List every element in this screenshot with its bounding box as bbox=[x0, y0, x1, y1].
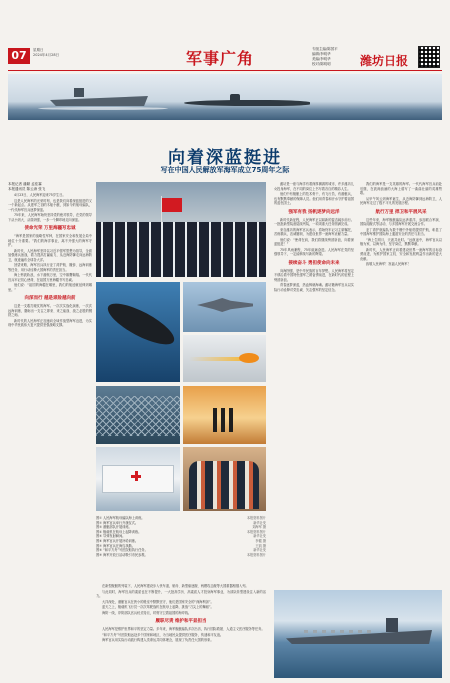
article-paragraph: 新时代，人民海军坚持以习近平强军思想为指导，全面加强练兵备战，着力提高打赢能力，从近海防御走向远海防卫，航迹遍布全球各大洋。 bbox=[8, 248, 92, 262]
section-subhead: 航行万里 捍卫和平展风采 bbox=[375, 209, 427, 215]
photo-fighter-jet bbox=[183, 282, 266, 332]
article-paragraph: 致敬人民海军！祝福人民海军！ bbox=[366, 262, 411, 266]
article-paragraph: 在新型舰艇的列装下，人民海军建设步入快车道，航母、新型驱逐舰、两栖攻击舰等大国重器相继入列。 bbox=[102, 584, 249, 588]
deck-aircraft bbox=[304, 630, 374, 633]
photo-hospital-ship bbox=[96, 447, 180, 511]
photo-flag-ceremony bbox=[96, 182, 266, 277]
sentry-figures bbox=[213, 408, 233, 432]
sailors-formation bbox=[96, 222, 266, 277]
caption-credit: 本报资料图片 bbox=[246, 516, 266, 520]
header-divider bbox=[8, 70, 442, 71]
visitor-group bbox=[189, 461, 259, 509]
photo-captions bbox=[96, 516, 266, 557]
section-subhead: 向深而行 越是艰险越向前 bbox=[24, 296, 76, 302]
photo-open-day bbox=[183, 447, 266, 511]
section-subhead: 使命光荣 万里海疆写忠诚 bbox=[24, 226, 76, 232]
article-paragraph: 回望来路，海军官兵执行亚丁湾护航、撤侨、远海训练等任务，用行动诠释大国海军的责任担当。 bbox=[8, 263, 92, 272]
article-paragraph: “海上生明月，天涯共此时。”远航途中，海军官兵以舰为家，以海为伴，坚守岗位，默默奉献。 bbox=[360, 237, 442, 246]
caption-text: 图④ 舰载机在航母上起降训练。 bbox=[96, 529, 142, 534]
text-column-3 bbox=[274, 182, 354, 584]
caption-credit: 李健 摄 bbox=[255, 538, 266, 543]
caption-text: 图⑨ 海军开放日活动吸引市民参观。 bbox=[96, 552, 148, 557]
caption-text: 图① 人民海军航母编队海上训练。 bbox=[96, 516, 145, 520]
editor-info: 专版主编/陈国平 编辑/李明华 美编/李明华 校对/陈明明 bbox=[312, 47, 338, 66]
caption-text: 图⑥ 海军官兵开展补给训练。 bbox=[96, 538, 139, 543]
section-subhead: 履职尽责 维护和平显担当 bbox=[155, 619, 207, 624]
article-paragraph: 海防一线，岸防部队官兵枕戈待旦，时刻守卫着祖国的海岸线。 bbox=[102, 610, 192, 615]
photo-missile-launch bbox=[183, 335, 266, 382]
caption-text: 图③ 潜艇部队开展训练。 bbox=[96, 525, 132, 530]
text-column-1 bbox=[8, 182, 92, 677]
article-paragraph: 青春逐梦深蓝，热血铸就海魂。潍坊籍海军官兵以实际行动诠释对党忠诚、矢志强军的坚定信念。 bbox=[274, 283, 354, 292]
issue-date: 星期日 2024年4月28日 bbox=[33, 48, 60, 57]
caption-credit: 王凯 摄 bbox=[255, 543, 266, 548]
article-paragraph: 我们的海军是一支英雄的海军。一代代海军官兵前赴后继，在波涛汹涌的大海上谱写了一曲曲壮丽的英雄赞歌。 bbox=[360, 182, 442, 195]
article-paragraph: 4月23日，人民海军迎来75岁生日。 bbox=[14, 193, 66, 198]
article-paragraph: 人民海军是维护世界和平的坚定力量。多年来，海军舰艇编队多次出访，执行国际救援、人道主义医疗服务等任务。 bbox=[102, 627, 265, 631]
article-paragraph: 新时代的人民海军正加速向全域作战型海军迈进，为实现中华民族伟大复兴提供坚强战略支撑。 bbox=[8, 318, 92, 328]
article-paragraph: 他们说：“使命在肩，我们将继续劈波斩浪，向着深蓝挺进！” bbox=[274, 237, 354, 246]
banner-image bbox=[8, 74, 442, 120]
article-paragraph: 新时代新征程，人民海军正以崭新的姿态阔步前行。一批批新型装备陆续列装，一项项重大任务圆满完成。 bbox=[274, 217, 354, 226]
caption-text: 图⑧ “和平方舟”号医院船执行任务。 bbox=[96, 548, 148, 553]
article-paragraph: 来自潍坊的海军官兵表示，将始终牢记习主席嘱托，苦练精兵，忠诚履职，为建设世界一流海军贡献力量。 bbox=[274, 227, 354, 236]
article-paragraph: 他们说：“祖国的海疆在哪里，我们的航迹就延伸到哪里。” bbox=[8, 283, 92, 292]
caption-text: 图⑤ 导弹发射瞬间。 bbox=[96, 534, 126, 539]
ship-wake bbox=[38, 107, 168, 110]
caption-text: 图② 海军官兵举行升旗仪式。 bbox=[96, 520, 139, 525]
carrier-island bbox=[74, 88, 84, 97]
caption-credit: 本报资料图片 bbox=[246, 529, 266, 534]
article-paragraph: 他们中有舰艇上的技术骨干，有飞行员，有潜艇兵，也有默默奉献的保障人员。他们用青春和汗水守护着祖国的蓝色国土。 bbox=[274, 192, 354, 205]
caption-credit: 刘海军 摄 bbox=[252, 525, 266, 530]
section-subhead: 接续奋斗 勇担使命向未来 bbox=[288, 260, 340, 266]
article-paragraph: “和平方舟”号医院船远赴多个国家和地区，为当地民众提供医疗服务，传递和平友谊。 bbox=[102, 632, 224, 637]
article-paragraph: 海军官兵用实际行动践行构建人类命运共同体理念，展现了负责任大国的形象。 bbox=[102, 638, 214, 642]
article-paragraph: 与此同时，海军官兵的素质也在不断提升，一大批高学历、高素质人才投身海军事业，为部队转型建设注入新的活力。 bbox=[96, 589, 266, 598]
caption-credit: 新华社发 bbox=[253, 520, 266, 525]
photo-replenishment bbox=[96, 386, 180, 444]
article-paragraph: 这些年来，海军舰艇编队远涉重洋，参加联合军演、国际阅舰式等活动，与多国海军开展交流合作。 bbox=[360, 217, 442, 226]
article-paragraph: 新时代，人民海军正向着建设世界一流海军的目标奋勇前进，为维护国家主权、安全和发展利益作出新的更大贡献。 bbox=[360, 247, 442, 261]
article-paragraph: 从甲午风云到海军诞生，从近海防御到远海防卫，人民海军走过了极不平凡的发展历程。 bbox=[360, 196, 442, 205]
caption-row bbox=[96, 553, 266, 558]
article-paragraph: 蓝天之上，舰载机飞行员一次次驾驶战机在航母上起降，挑战“刀尖上的舞蹈”。 bbox=[102, 605, 214, 609]
caption-credit: 新华社发 bbox=[253, 534, 266, 539]
flag-icon bbox=[162, 198, 182, 212]
jet-icon bbox=[197, 298, 253, 312]
red-cross-icon bbox=[131, 471, 141, 481]
text-column-2 bbox=[96, 584, 266, 677]
submarine-silhouette bbox=[184, 100, 310, 106]
article-headline: 向着深蓝挺进 bbox=[168, 148, 282, 168]
article-paragraph: “海军是国家的战略性军种，在国家安全和发展全局中地位十分重要。”我们的海洋事业，离不开强大的海军守护。 bbox=[8, 234, 92, 248]
submarine-hull bbox=[103, 296, 180, 352]
article-paragraph: 潍坊是一座与海洋有着深厚渊源的城市，许多潍坊儿女投身海军，在不同的岗位上书写着各自的精彩人生。 bbox=[274, 182, 354, 191]
article-paragraph: 海上劈波斩浪，水下潜航万里，空中雄鹰翱翔。一代代官兵牢记初心使命，在祖国万里海疆书写忠诚。 bbox=[8, 273, 92, 282]
caption-credit: 新华社发 bbox=[253, 548, 266, 553]
article-paragraph: 这是一支敢打硬仗的海军。一次次实战化演练，一次次远海训练，磨砺出一支召之即来、来之能战、战之必胜的钢铁之师。 bbox=[8, 304, 92, 318]
photo-island-duty bbox=[183, 386, 266, 444]
text-column-4 bbox=[360, 182, 442, 584]
article-paragraph: 75年来，人民海军始终坚持党的绝对领导，在党的领导下从小到大、从弱到强，一步一个脚印地走向深蓝。 bbox=[8, 213, 92, 222]
caption-credit: 本报资料图片 bbox=[246, 552, 266, 557]
page-number: 07 bbox=[8, 48, 30, 64]
carrier-island bbox=[386, 618, 398, 632]
article-paragraph: 75年风雨兼程，75年砥砺奋进。人民海军在党的坚强领导下，一定能够续写新的辉煌。 bbox=[274, 247, 354, 256]
qr-code-icon[interactable] bbox=[418, 46, 440, 68]
section-title: 军事广角 bbox=[186, 49, 255, 68]
article-paragraph: 大洋深处，潜艇官兵在狭小的舱室中默默坚守，他们是国家安全的“深海利剑”。 bbox=[102, 599, 214, 604]
photo-submarine bbox=[96, 282, 180, 382]
section-subhead: 强军有我 扬帆逐梦向远洋 bbox=[288, 209, 340, 215]
article-byline: 本报记者 潘颖 孟佳霖 本报通讯员 陈云涛 张飞 bbox=[8, 182, 46, 191]
photo-carrier-group bbox=[274, 590, 442, 678]
cargo-net bbox=[96, 396, 180, 436]
article-paragraph: 亚丁湾护航编队为数千艘中外船舶提供护航，彰显了中国海军维护国际海上通道安全的责任与担当。 bbox=[360, 227, 442, 236]
missile-flame bbox=[239, 353, 259, 363]
caption-text: 图⑦ 海军官兵在海岛执勤。 bbox=[96, 543, 135, 548]
page-header bbox=[0, 0, 450, 120]
article-subheadline: 写在中国人民解放军海军成立75周年之际 bbox=[160, 166, 290, 174]
newspaper-masthead: 潍坊日报 bbox=[360, 54, 409, 68]
carrier-silhouette bbox=[50, 96, 148, 106]
article-paragraph: 向海图强，是中华民族的百年梦想。人民海军将坚定不移沿着中国特色强军之路奋勇前进，在新时代的征程上劈波斩浪。 bbox=[274, 268, 354, 282]
article-paragraph: 这是人民海军的光荣时刻，也是我们向着深蓝挺进的又一个新起点。从建军之初的木船小艇，到如今的航母编队，一代代海军官兵逐梦深蓝。 bbox=[8, 198, 92, 212]
